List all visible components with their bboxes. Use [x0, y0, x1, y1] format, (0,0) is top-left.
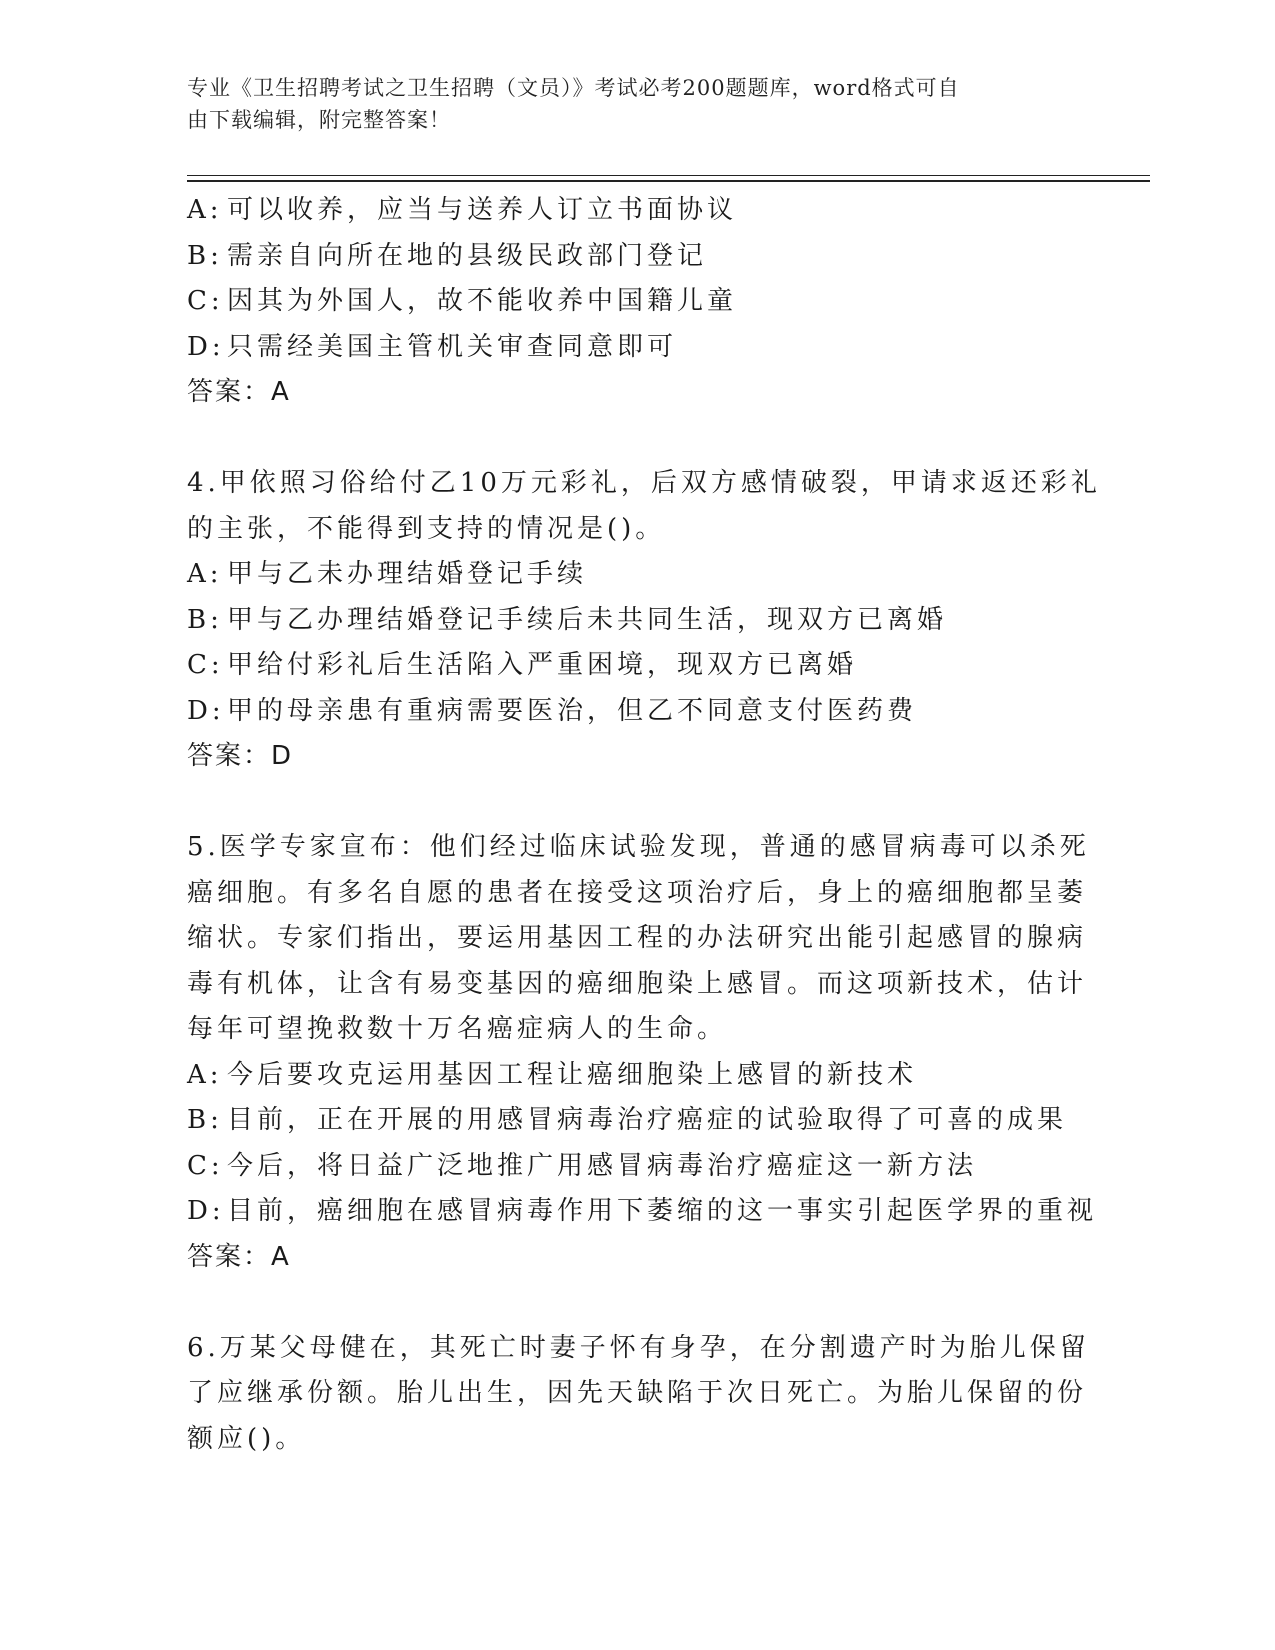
- question-stem-line: 额应()。: [187, 1423, 306, 1454]
- header-divider-thick: [187, 180, 1150, 182]
- question-stem-line: 的主张，不能得到支持的情况是()。: [187, 513, 666, 544]
- question-stem-line: 癌细胞。有多名自愿的患者在接受这项治疗后，身上的癌细胞都呈萎: [187, 877, 1088, 908]
- answer: 答案：A: [187, 1241, 291, 1272]
- option-c: C: 甲给付彩礼后生活陷入严重困境，现双方已离婚: [187, 650, 858, 680]
- spacer: [187, 780, 1087, 826]
- question-stem-line: 缩状。专家们指出，要运用基因工程的办法研究出能引起感冒的腺病: [187, 923, 1088, 953]
- option-d: D:甲的母亲患有重病需要医治，但乙不同意支付医药费: [187, 695, 918, 726]
- header-line-1: 专业《卫生招聘考试之卫生招聘（文员）》考试必考200题题库，word格式可自: [187, 76, 960, 100]
- option-b: B: 甲与乙办理结婚登记手续后未共同生活，现双方已离婚: [187, 604, 948, 635]
- question-4: [187, 461, 1101, 780]
- document-header: [187, 72, 1067, 136]
- question-3: [187, 188, 1087, 416]
- option-a: A: 今后要攻克运用基因工程让癌细胞染上感冒的新技术: [187, 1059, 918, 1090]
- option-b: B: 目前，正在开展的用感冒病毒治疗癌症的试验取得了可喜的成果: [187, 1105, 1068, 1135]
- spacer: [187, 416, 1087, 462]
- option-a: A: 可以收养，应当与送养人订立书面协议: [187, 195, 738, 225]
- option-c: C: 因其为外国人，故不能收养中国籍儿童: [187, 286, 738, 316]
- option-c: C: 今后，将日益广泛地推广用感冒病毒治疗癌症这一新方法: [187, 1150, 978, 1181]
- header-line-2: 由下载编辑，附完整答案！: [187, 108, 451, 132]
- answer: 答案：D: [187, 741, 294, 771]
- header-divider-thin: [187, 175, 1150, 176]
- question-stem-line: 4.甲依照习俗给付乙10万元彩礼，后双方感情破裂，甲请求返还彩礼: [187, 468, 1101, 498]
- question-stem-line: 了应继承份额。胎儿出生，因先天缺陷于次日死亡。为胎儿保留的份: [187, 1378, 1088, 1408]
- spacer: [187, 1280, 1087, 1326]
- option-a: A: 甲与乙未办理结婚登记手续: [187, 559, 588, 589]
- question-stem-line: 6.万某父母健在，其死亡时妻子怀有身孕，在分割遗产时为胎儿保留: [187, 1332, 1090, 1363]
- option-b: B: 需亲自向所在地的县级民政部门登记: [187, 240, 708, 271]
- question-6: [187, 1326, 1090, 1463]
- question-stem-line: 毒有机体，让含有易变基因的癌细胞染上感冒。而这项新技术，估计: [187, 968, 1088, 999]
- question-stem-line: 5.医学专家宣布：他们经过临床试验发现，普通的感冒病毒可以杀死: [187, 832, 1090, 862]
- document-body: [187, 188, 1101, 1462]
- answer: 答案：A: [187, 377, 291, 407]
- question-stem-line: 每年可望挽救数十万名癌症病人的生命。: [187, 1014, 728, 1044]
- option-d: D:只需经美国主管机关审查同意即可: [187, 331, 678, 362]
- option-d: D:目前，癌细胞在感冒病毒作用下萎缩的这一事实引起医学界的重视: [187, 1196, 1098, 1226]
- question-5: [187, 825, 1098, 1280]
